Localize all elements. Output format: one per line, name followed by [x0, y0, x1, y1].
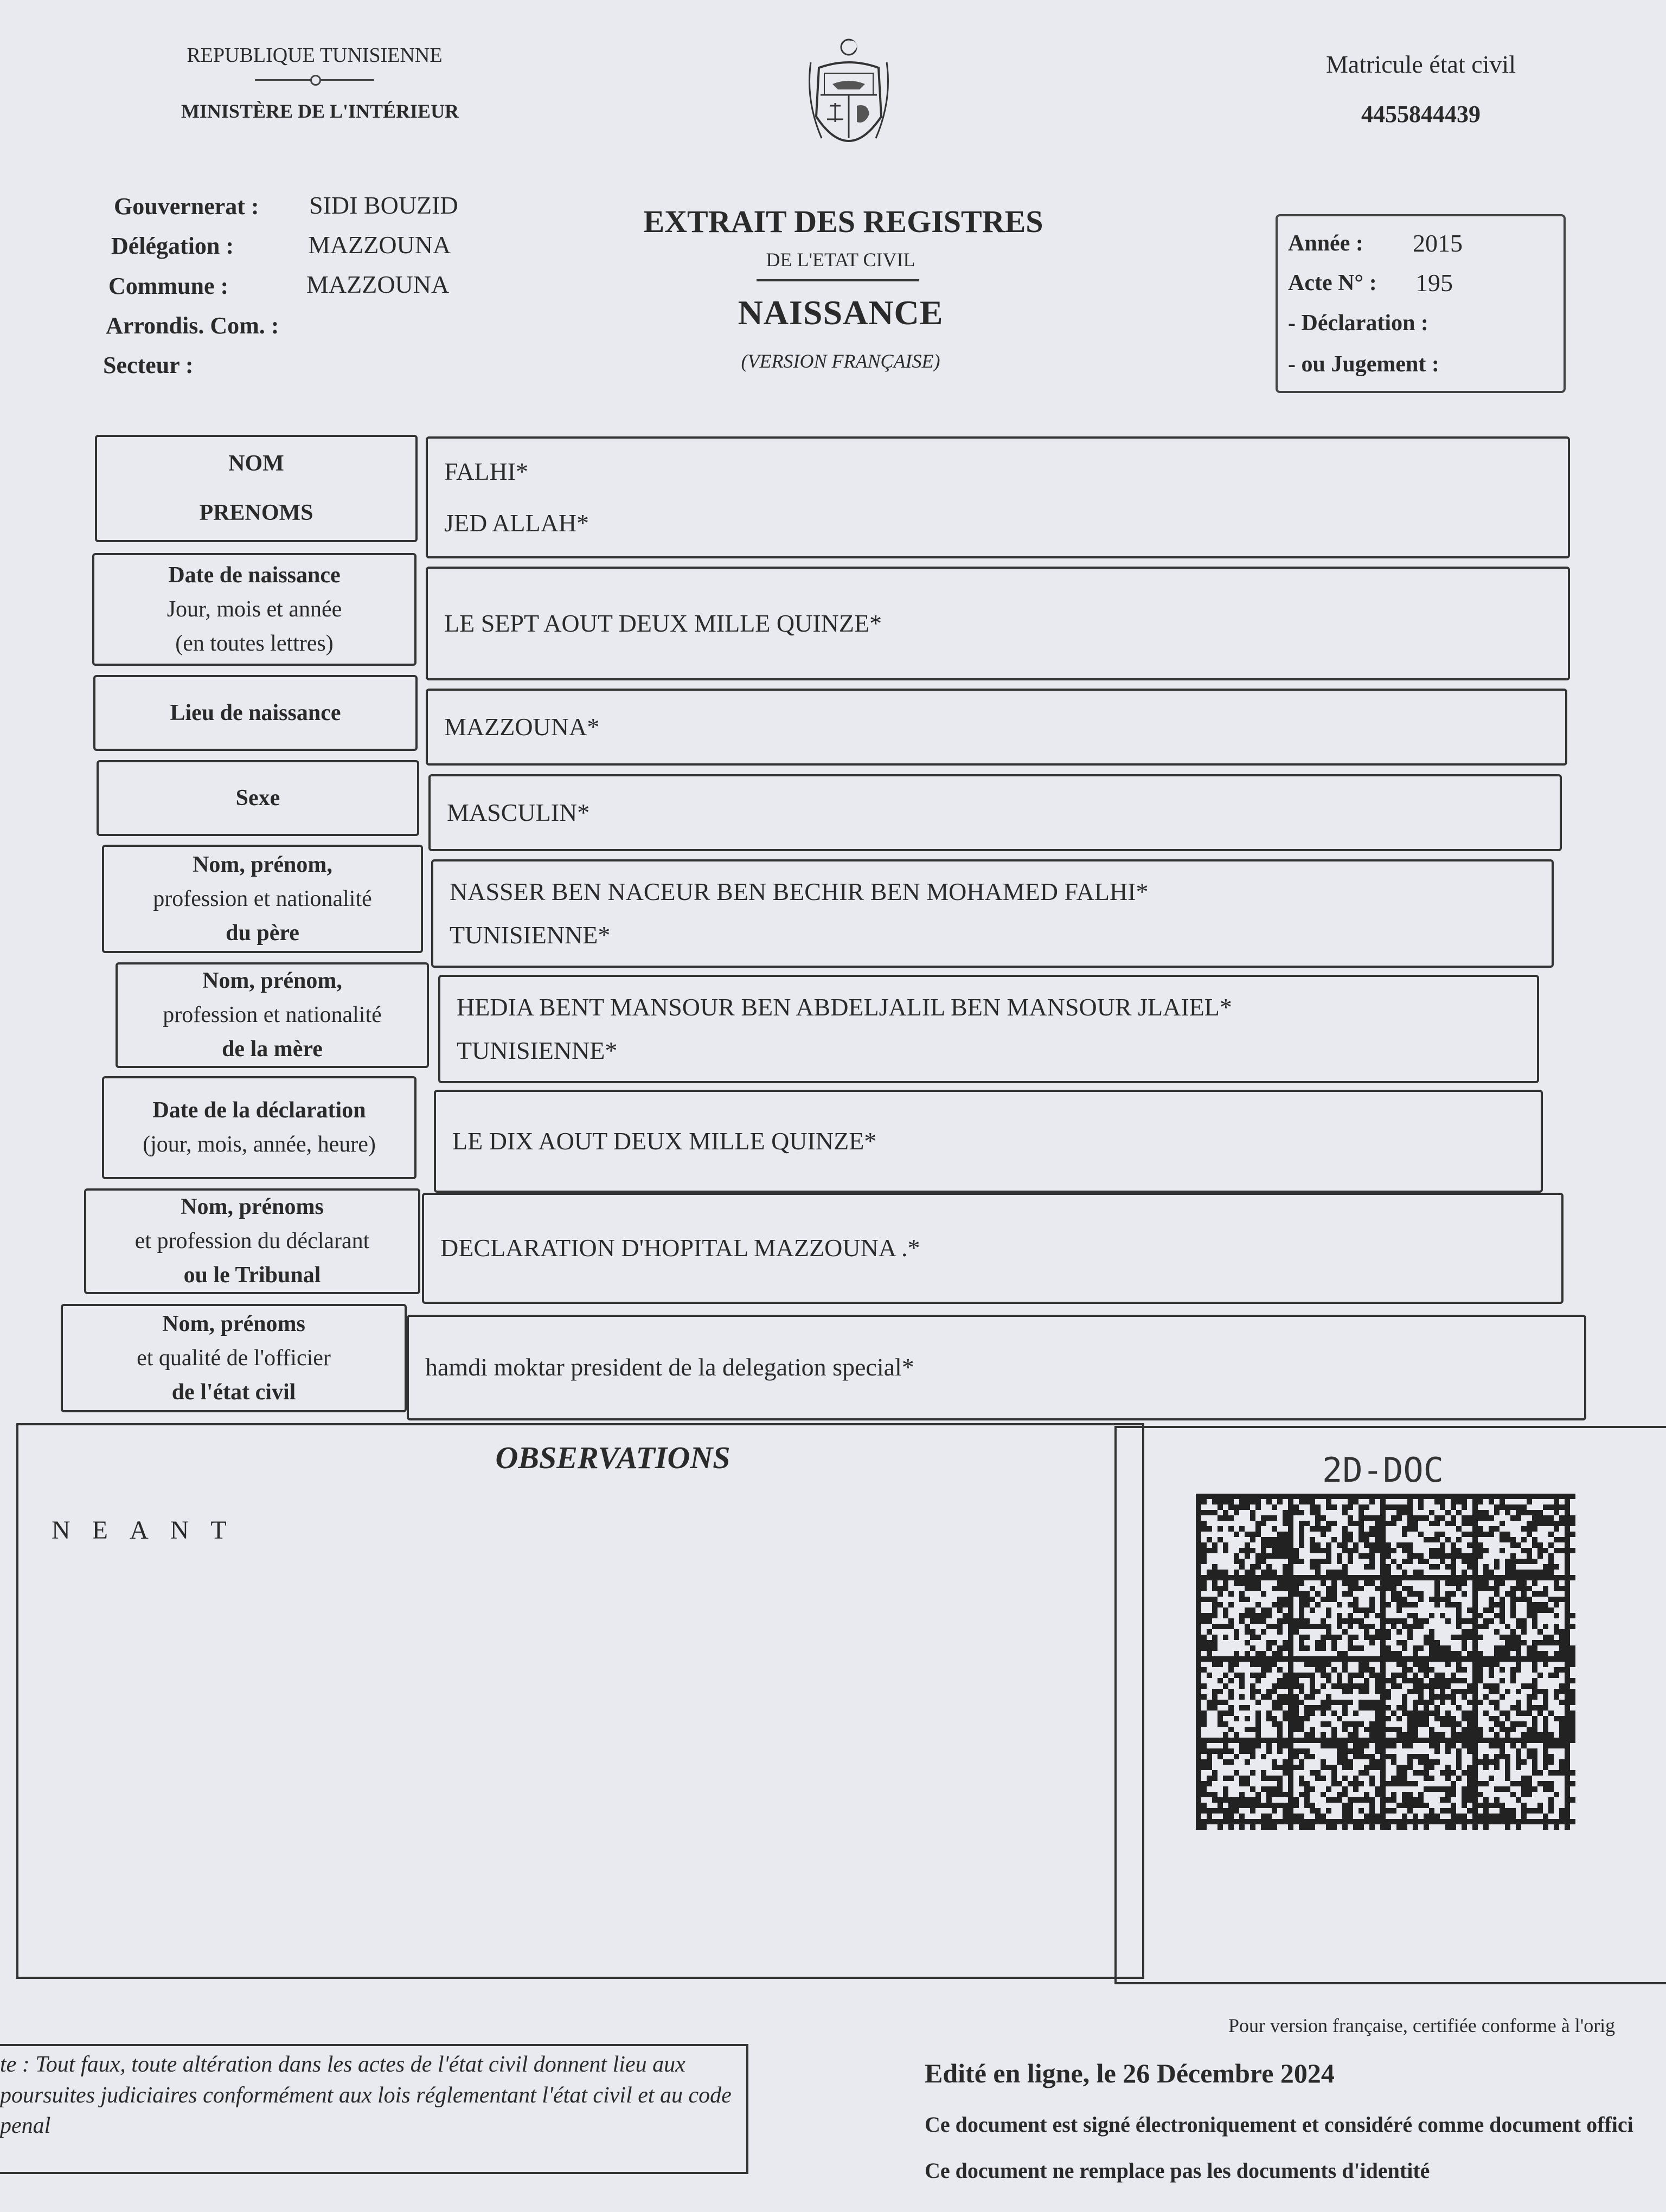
declaration-date-label-sub: (jour, mois, année, heure): [143, 1132, 376, 1157]
officier-value: hamdi moktar president de la delegation special*: [425, 1353, 914, 1381]
declarant-label-note: ou le Tribunal: [183, 1263, 321, 1288]
mere-nationality-value: TUNISIENNE*: [457, 1037, 618, 1064]
declarant-label-title: Nom, prénoms: [181, 1194, 324, 1219]
nom-prenoms-label-cell: [95, 435, 418, 542]
officier-label-note: de l'état civil: [171, 1379, 296, 1405]
arrondissement-label: Arrondis. Com. :: [106, 312, 279, 339]
mere-label-title: Nom, prénom,: [202, 968, 342, 993]
tunisia-coat-of-arms-icon: [800, 35, 898, 165]
matricule-number: 4455844439: [1361, 101, 1481, 127]
commune-value: MAZZOUNA: [306, 271, 450, 298]
dob-label-sub: Jour, mois et année: [166, 596, 342, 622]
sexe-label-cell: [97, 760, 419, 836]
acte-number-label: Acte N° :: [1288, 271, 1377, 295]
delegation-value: MAZZOUNA: [308, 231, 451, 259]
dob-label-title: Date de naissance: [168, 562, 341, 588]
sexe-value-cell: [428, 774, 1562, 851]
declarant-label-sub: et profession du déclarant: [134, 1229, 370, 1253]
pere-label-cell: [102, 845, 423, 953]
header-separator-dot: [310, 75, 321, 86]
datamatrix-code-icon: [1196, 1494, 1575, 1830]
secteur-label: Secteur :: [103, 352, 194, 378]
acte-number-value: 195: [1415, 269, 1453, 297]
gouvernerat-label: Gouvernerat :: [114, 193, 259, 220]
pere-label-note: du père: [226, 920, 299, 946]
delegation-label: Délégation :: [111, 233, 234, 259]
declarant-value: DECLARATION D'HOPITAL MAZZOUNA .*: [440, 1234, 920, 1262]
identity-disclaimer: Ce document ne remplace pas les documents d'identité: [925, 2158, 1430, 2183]
observations-text: NEANT: [52, 1516, 248, 1545]
declaration-date-label-cell: [102, 1076, 416, 1179]
electronic-signature-note: Ce document est signé électroniquement et considéré comme document offici: [925, 2112, 1633, 2137]
prenoms-label: PRENOMS: [199, 500, 313, 525]
two-d-doc-label: 2D-DOC: [1322, 1450, 1444, 1490]
officier-label-sub: et qualité de l'officier: [137, 1345, 331, 1371]
gouvernerat-value: SIDI BOUZID: [309, 191, 458, 219]
mere-name-value: HEDIA BENT MANSOUR BEN ABDELJALIL BEN MANSOUR JLAIEL*: [457, 993, 1232, 1021]
dob-value-cell: [426, 567, 1570, 680]
mere-value-cell: [438, 975, 1539, 1083]
lieu-label: Lieu de naissance: [170, 700, 341, 725]
annee-value: 2015: [1413, 229, 1463, 257]
declaration-label: - Déclaration :: [1288, 311, 1428, 336]
jugement-label: - ou Jugement :: [1288, 352, 1439, 377]
annee-label: Année :: [1288, 231, 1363, 256]
edition-date: Edité en ligne, le 26 Décembre 2024: [925, 2058, 1335, 2088]
declaration-date-label-title: Date de la déclaration: [152, 1098, 366, 1123]
lieu-value: MAZZOUNA*: [444, 712, 600, 741]
matricule-label: Matricule état civil: [1326, 50, 1516, 78]
pere-label-sub: profession et nationalité: [153, 886, 372, 911]
officier-value-cell: [407, 1315, 1586, 1420]
certification-note: Pour version française, certifiée conforme à l'orig: [1228, 2015, 1616, 2036]
document-subtitle: DE L'ETAT CIVIL: [766, 249, 915, 271]
lieu-label-cell: [93, 675, 418, 751]
legal-note-text: te : Tout faux, toute altération dans les actes de l'état civil donnent lieu aux poursuites judiciaires conformément aux lois réglementant l'état civil et au code penal: [0, 2052, 732, 2139]
document-type: NAISSANCE: [738, 293, 944, 332]
officier-label-cell: [61, 1304, 407, 1412]
nom-prenoms-value-cell: [426, 436, 1570, 558]
observations-box: [16, 1423, 1144, 1979]
pere-label-title: Nom, prénom,: [193, 852, 332, 877]
mere-label-note: de la mère: [222, 1037, 323, 1062]
observations-title: OBSERVATIONS: [495, 1440, 731, 1475]
document-title: EXTRAIT DES REGISTRES: [643, 204, 1043, 239]
mere-label-cell: [116, 962, 429, 1068]
commune-label: Commune :: [108, 273, 229, 299]
pere-name-value: NASSER BEN NACEUR BEN BECHIR BEN MOHAMED FALHI*: [450, 877, 1149, 905]
version-note: (VERSION FRANÇAISE): [741, 350, 940, 372]
lieu-value-cell: [426, 689, 1567, 766]
mere-label-sub: profession et nationalité: [163, 1002, 382, 1027]
nom-label: NOM: [228, 451, 284, 476]
nom-value: FALHI*: [444, 458, 529, 485]
officier-label-title: Nom, prénoms: [162, 1311, 305, 1336]
pere-nationality-value: TUNISIENNE*: [450, 921, 611, 949]
declarant-value-cell: [422, 1193, 1564, 1304]
ministry-heading: MINISTÈRE DE L'INTÉRIEUR: [181, 100, 459, 122]
declaration-date-value: LE DIX AOUT DEUX MILLE QUINZE*: [452, 1127, 877, 1155]
declaration-date-value-cell: [434, 1090, 1543, 1193]
sexe-label: Sexe: [235, 785, 280, 811]
dob-label-cell: [92, 553, 416, 666]
sexe-value: MASCULIN*: [447, 798, 590, 826]
dob-value: LE SEPT AOUT DEUX MILLE QUINZE*: [444, 609, 882, 637]
dob-label-note: (en toutes lettres): [175, 631, 334, 656]
prenoms-value: JED ALLAH*: [444, 509, 589, 537]
pere-value-cell: [431, 859, 1554, 968]
declarant-label-cell: [84, 1188, 420, 1294]
republic-heading: REPUBLIQUE TUNISIENNE: [187, 44, 443, 67]
title-underline: [757, 279, 919, 281]
